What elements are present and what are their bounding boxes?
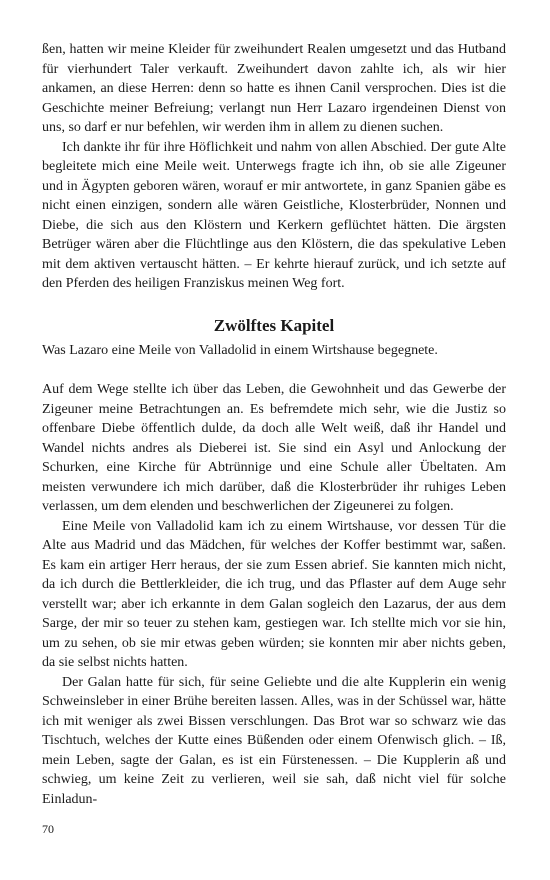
paragraph-farewell: Ich dankte ihr für ihre Höflichkeit und nahm von allen Abschied. Der gute Alte begleitete mich eine Meile weit. Unterwegs fragte ich ihn, ob sie alle Zigeuner und in Ägypten geboren wären, worauf er mir antwortete, in ganz Spanien gäbe es nicht einen einzigen, sondern alle wären Geistliche, Klosterbrüder, Nonnen und Diebe, die sich aus den Klöstern und Kerkern geflüchtet hätten. Die ärgsten Betrüger wären aber die Flüchtlinge aus den Klöstern, die das spekulative Leben mit dem aktiven vertauscht hätten. – Er kehrte hierauf zurück, und ich setzte auf den Pferden des heiligen Franziskus meinen Weg fort. [42,139,506,291]
chapter-summary: Was Lazaro eine Meile von Valladolid in einem Wirtshause begegnete. [42,342,438,358]
paragraph-chapter-1: Auf dem Wege stellte ich über das Leben, die Gewohnheit und das Gewerbe der Zigeuner meine Betrachtungen an. Es befremdete mich sehr, wie die Justiz so offenbare Diebe öffentlich dulde, da doch alle Welt weiß, daß ihr Handel und Wandel nichts andres als Dieberei ist. Sie sind ein Asyl und Anlockung der Schurken, eine Kirche für Abtrünnige und eine Schule aller Übeltaten. Am meisten verwundere ich mich darüber, daß die Klosterbrüder ihr ruhiges Leben verlassen, um dem elenden und beschwerlichen der Zigeunerei zu folgen. [42,382,506,514]
page-number: 70 [42,822,54,836]
chapter-title: Zwölftes Kapitel [213,315,335,335]
paragraph-continuation: ßen, hatten wir meine Kleider für zweihundert Realen umgesetzt und das Hutband für vierhundert Taler verkauft. Zweihundert davon zahlte ich, als wir hier ankamen, an diese Herren: denn so hatte es ihnen Canil versprochen. Dies ist die Geschichte meiner Befreiung; verlangt nun Herr Lazaro irgendeinen Dienst von uns, so darf er nur befehlen, wir werden ihm in allem zu dienen suchen. [42,42,506,135]
paragraph-chapter-3: Der Galan hatte für sich, für seine Geliebte und die alte Kupplerin ein wenig Schweinsleber in einer Brühe bereiten lassen. Alles, was in der Schüssel war, hätte ich mit weniger als zwei Bissen verschlungen. Das Brot war so schwarz wie das Tischtuch, welches der Kutte eines Büßenden oder einem Ofenwisch glich. – Iß, mein Leben, sagte der Galan, es ist ein Fürstenessen. – Die Kupplerin aß und schwieg, um keine Zeit zu verlieren, weil sie sah, daß nicht viel für solche Einladun- [42,674,506,807]
paragraph-chapter-2: Eine Meile von Valladolid kam ich zu einem Wirtshause, vor dessen Tür die Alte aus Madrid und das Mädchen, für welches der Koffer bestimmt war, saßen. Es kam ein artiger Herr heraus, der sie zum Essen abrief. Sie kannten mich nicht, da ich durch die Bettlerkleider, die ich trug, und das Pflaster auf dem Auge sehr verstellt war; aber ich erkannte in dem Galan sogleich den Lazarus, der aus dem Sarge, der mir so teuer zu stehen kam, gestiegen war. Ich stellte mich vor sie hin, um zu sehen, ob sie mir etwas geben würden; sie konnten mir aber nichts geben, da sie selbst nichts hatten. [42,518,506,670]
book-page [42,40,506,809]
